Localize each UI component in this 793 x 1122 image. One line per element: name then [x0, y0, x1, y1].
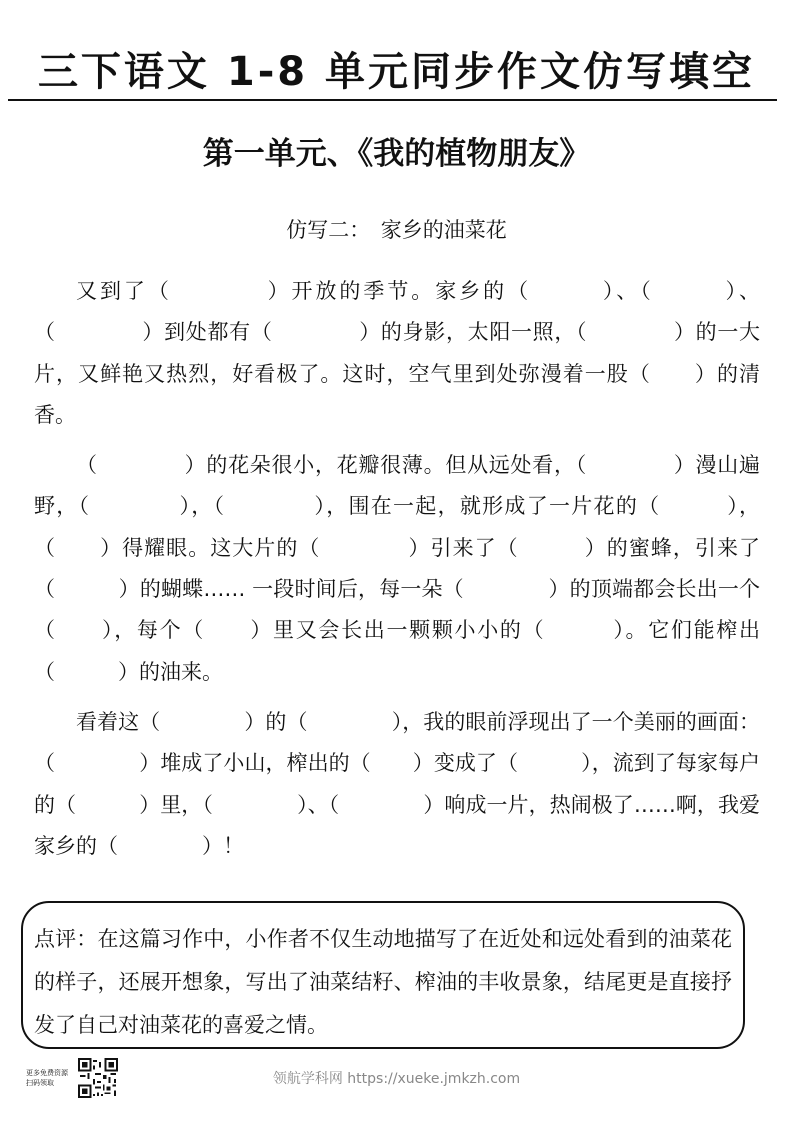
unit-title: 第一单元、《我的植物朋友》	[202, 136, 591, 172]
footer-site-link[interactable]: 领航学科网 https://xueke.jmkzh.com	[272, 1071, 521, 1087]
exercise-subtitle: 仿写二： 家乡的油菜花	[286, 218, 507, 242]
essay-paragraph-3: 看着这（ ）的（ ），我的眼前浮现出了一个美丽的画面：（ ）堆成了小山，榨出的（ ）变成了（ ），流到了每家每户的（ ）里，（ ）、（ ）响成一片，热闹极了……啊，我爱家乡的（ ）！	[34, 709, 760, 858]
qr-caption-line-1: 更多免费资源	[26, 1069, 68, 1077]
essay-paragraph-1: 又到了（ ）开放的季节。家乡的（ ）、（ ）、（ ）到处都有（ ）的身影，太阳一照，（ ）的一大片，又鲜艳又热烈，好看极了。这时，空气里到处弥漫着一股（ ）的清香。	[34, 279, 760, 427]
comment-box: 点评：在这篇习作中，小作者不仅生动地描写了在近处和远处看到的油菜花的样子，还展开想象，写出了油菜结籽、榨油的丰收景象，结尾更是直接抒发了自己对油菜花的喜爱之情。	[21, 901, 745, 1049]
page-title: 三下语文 1-8 单元同步作文仿写填空	[37, 49, 756, 95]
essay-body	[34, 271, 760, 867]
essay-paragraph-2: （ ）的花朵很小，花瓣很薄。但从远处看，（ ）漫山遍野，（ ），（ ），围在一起，就形成了一片花的（ ），（ ）得耀眼。这大片的（ ）引来了（ ）的蜜蜂，引来了（ ）的蝴蝶…… 一段时间后，每一朵（ ）的顶端都会长出一个（ ），每个（ ）里又会长出一颗颗小小的（ ）。它们能榨出（ ）的油来。	[34, 453, 760, 684]
title-divider	[8, 99, 777, 101]
qr-caption-line-2: 扫码领取	[26, 1079, 54, 1087]
